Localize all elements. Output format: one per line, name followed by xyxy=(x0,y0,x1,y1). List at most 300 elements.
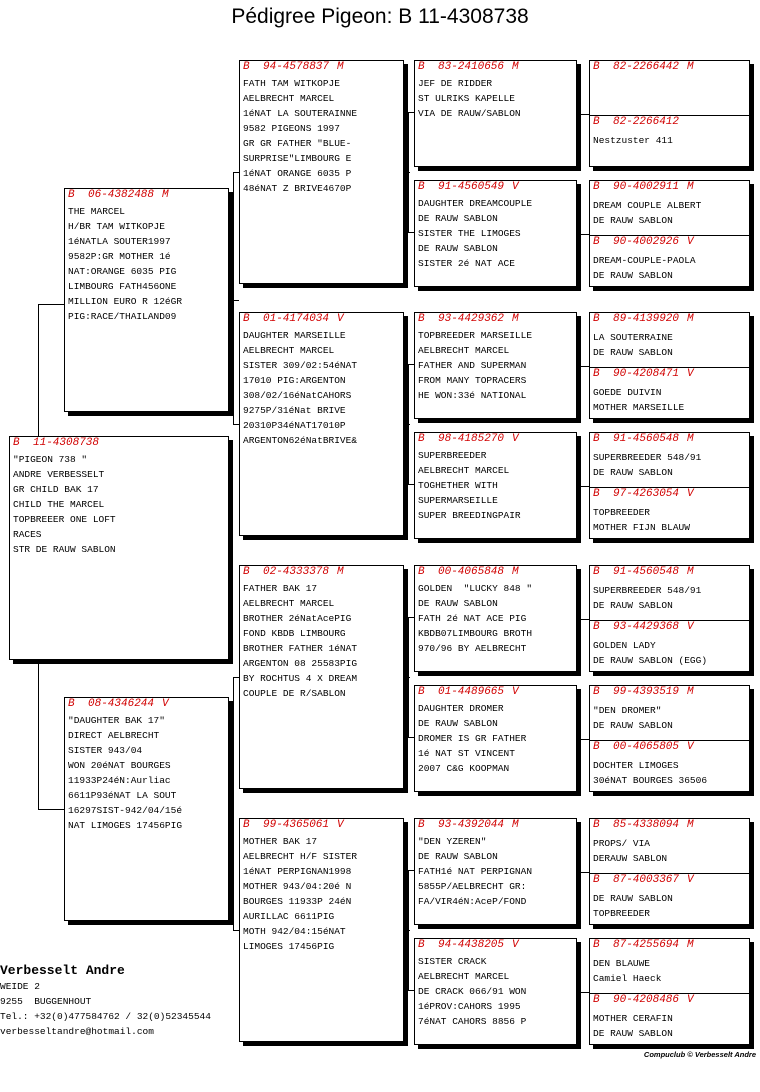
connector-line xyxy=(577,739,589,740)
note-line: DE RAUW SABLON xyxy=(418,851,498,862)
sex-marker: M xyxy=(687,939,694,951)
great-grandfather-header xyxy=(590,566,749,579)
note-line: DAUGHTER DREAMCOUPLE xyxy=(418,198,533,209)
ring-number: 91-4560548 xyxy=(613,433,680,445)
connector-line xyxy=(577,234,589,235)
note-line: ARGENTON62éNatBRIVE& xyxy=(243,435,358,446)
note-line: AELBRECHT MARCEL xyxy=(243,345,335,356)
note-line: 970/96 BY AELBRECHT xyxy=(418,643,527,654)
country-code: B xyxy=(243,819,250,831)
note-line: CHILD THE MARCEL xyxy=(13,499,105,510)
note-line: MOTHER 943/04:20é N xyxy=(243,881,352,892)
great-grandmother-header xyxy=(590,994,749,1007)
note-line: 9582 PIGEONS 1997 xyxy=(243,123,340,134)
country-code: B xyxy=(418,181,425,193)
note-line: TOPBREEER ONE LOFT xyxy=(13,514,116,525)
note-line: BOURGES 11933P 24éN xyxy=(243,896,352,907)
country-code: B xyxy=(418,939,425,951)
ring-number: 99-4365061 xyxy=(263,819,330,831)
great-grandmother-header xyxy=(590,488,749,501)
great-grandparent-pair-card[interactable] xyxy=(589,180,750,287)
connector-line xyxy=(38,660,39,809)
great-grandfather-notes xyxy=(590,194,749,228)
footer-credit: Compuclub © Verbesselt Andre xyxy=(643,1050,756,1059)
great-grandfather-header xyxy=(590,61,749,74)
great-grandparent-card[interactable] xyxy=(414,180,577,287)
note-line: 2007 C&G KOOPMAN xyxy=(418,763,510,774)
ring-number: 90-4208471 xyxy=(613,367,680,380)
great-grandparent-pair-card[interactable] xyxy=(589,818,750,925)
great-grandmother-header xyxy=(590,236,749,249)
country-code: B xyxy=(593,740,600,753)
great-grandparent-pair-card[interactable] xyxy=(589,432,750,539)
great-grandparent-header xyxy=(415,181,576,194)
great-grandparent-header xyxy=(415,939,576,952)
great-grandmother-header xyxy=(590,368,749,381)
grandparent-notes xyxy=(240,74,403,196)
country-code: B xyxy=(593,235,600,248)
note-line: MOTHER BAK 17 xyxy=(243,836,318,847)
ring-number: 97-4263054 xyxy=(613,487,680,500)
ring-number: 01-4174034 xyxy=(263,313,330,325)
note-line: SURPRISE"LIMBOURG E xyxy=(243,153,352,164)
note-line: KBDB07LIMBOURG BROTH xyxy=(418,628,533,639)
ring-number: 06-4382488 xyxy=(88,189,155,201)
great-grandmother-notes xyxy=(590,249,749,283)
note-line: ANDRE VERBESSELT xyxy=(13,469,105,480)
sex-marker: M xyxy=(512,313,519,325)
great-grandmother-notes xyxy=(590,887,749,921)
note-line: 11933P24éN:Aurliac xyxy=(68,775,171,786)
note-line: GOLDEN LADY xyxy=(593,639,656,651)
father-card[interactable] xyxy=(64,188,229,412)
country-code: B xyxy=(593,313,600,325)
sex-marker: V xyxy=(687,993,694,1006)
note-line: DE RAUW SABLON xyxy=(593,269,673,281)
great-grandparent-pair-card[interactable] xyxy=(589,565,750,672)
country-code: B xyxy=(243,313,250,325)
sex-marker: M xyxy=(512,61,519,73)
great-grandmother-notes xyxy=(590,754,749,788)
country-code: B xyxy=(593,433,600,445)
note-line: AELBRECHT MARCEL xyxy=(418,465,510,476)
great-grandfather-section xyxy=(590,181,749,235)
great-grandparent-notes xyxy=(415,446,576,523)
sex-marker: M xyxy=(687,181,694,193)
note-line: AELBRECHT MARCEL xyxy=(243,598,335,609)
sex-marker: V xyxy=(512,939,519,951)
sex-marker: M xyxy=(687,566,694,578)
note-line: TOPBREEDER xyxy=(593,907,651,919)
sex-marker: M xyxy=(512,819,519,831)
sex-marker: M xyxy=(687,819,694,831)
note-line: AELBRECHT MARCEL xyxy=(418,345,510,356)
ring-number: 82-2266442 xyxy=(613,61,680,73)
sex-marker: V xyxy=(512,181,519,193)
country-code: B xyxy=(593,993,600,1006)
note-line: WON 20éNAT BOURGES xyxy=(68,760,171,771)
connector-line xyxy=(408,870,409,990)
country-code: B xyxy=(418,566,425,578)
note-line: SISTER CRACK xyxy=(418,956,487,967)
note-line: 20310P34éNAT17010P xyxy=(243,420,346,431)
note-line: DE RAUW SABLON xyxy=(593,347,673,358)
great-grandparent-header xyxy=(415,433,576,446)
note-line: COUPLE DE R/SABLON xyxy=(243,688,346,699)
great-grandparent-card[interactable] xyxy=(414,565,577,672)
main-pigeon-notes xyxy=(10,450,228,557)
country-code: B xyxy=(593,873,600,886)
ring-number: 94-4438205 xyxy=(438,939,505,951)
country-code: B xyxy=(418,433,425,445)
great-grandmother-header xyxy=(590,621,749,634)
note-line: VIA DE RAUW/SABLON xyxy=(418,108,521,119)
note-line: "DAUGHTER BAK 17" xyxy=(68,715,165,726)
main-pigeon-card[interactable] xyxy=(9,436,229,660)
great-grandmother-section xyxy=(590,115,749,170)
sex-marker: M xyxy=(337,61,344,73)
mother-card[interactable] xyxy=(64,697,229,921)
great-grandparent-notes xyxy=(415,326,576,403)
connector-line xyxy=(408,364,409,484)
grandparent-card[interactable] xyxy=(239,818,404,1042)
country-code: B xyxy=(68,698,75,710)
owner-name: Verbesselt Andre xyxy=(0,963,125,978)
note-line: FATH1é NAT PERPIGNAN xyxy=(418,866,533,877)
sex-marker: M xyxy=(512,566,519,578)
note-line: FATHER AND SUPERMAN xyxy=(418,360,527,371)
note-line: DE RAUW SABLON xyxy=(593,215,673,226)
country-code: B xyxy=(593,61,600,73)
note-line: FATH TAM WITKOPJE xyxy=(243,78,340,89)
grandparent-notes xyxy=(240,832,403,954)
note-line: 9582P:GR MOTHER 1é xyxy=(68,251,171,262)
great-grandparent-pair-card[interactable] xyxy=(589,685,750,792)
ring-number: 08-4346244 xyxy=(88,698,155,710)
note-line: DEN BLAUWE xyxy=(593,958,651,969)
great-grandfather-header xyxy=(590,433,749,446)
great-grandparent-header xyxy=(415,61,576,74)
connector-line xyxy=(577,872,589,873)
great-grandfather-notes xyxy=(590,699,749,733)
ring-number: 87-4255694 xyxy=(613,939,680,951)
note-line: 1éNATLA SOUTER1997 xyxy=(68,236,171,247)
great-grandfather-section xyxy=(590,566,749,620)
great-grandparent-notes xyxy=(415,194,576,271)
great-grandparent-pair-card[interactable] xyxy=(589,938,750,1045)
note-line: SISTER 2é NAT ACE xyxy=(418,258,515,269)
sex-marker: M xyxy=(337,566,344,578)
owner-email[interactable]: verbesseltandre@hotmail.com xyxy=(0,1026,154,1037)
note-line: FATHER BAK 17 xyxy=(243,583,318,594)
great-grandparent-pair-card[interactable] xyxy=(589,312,750,419)
note-line: SUPER BREEDINGPAIR xyxy=(418,510,521,521)
great-grandmother-section xyxy=(590,993,749,1048)
great-grandfather-section xyxy=(590,939,749,993)
great-grandmother-notes xyxy=(590,634,749,668)
grandparent-card[interactable] xyxy=(239,60,404,284)
grandparent-header xyxy=(240,61,403,74)
sex-marker: V xyxy=(162,698,169,710)
great-grandfather-notes xyxy=(590,326,749,360)
note-line: 1éPROV:CAHORS 1995 xyxy=(418,1001,521,1012)
country-code: B xyxy=(593,819,600,831)
connector-line xyxy=(408,364,414,365)
great-grandmother-notes xyxy=(590,381,749,415)
great-grandparent-notes xyxy=(415,579,576,656)
country-code: B xyxy=(593,115,600,128)
grandparent-header xyxy=(240,313,403,326)
note-line: PROPS/ VIA xyxy=(593,838,651,849)
note-line: 6611P93éNAT LA SOUT xyxy=(68,790,177,801)
great-grandmother-header xyxy=(590,874,749,887)
ring-number: 82-2266412 xyxy=(613,115,680,128)
great-grandfather-header xyxy=(590,819,749,832)
note-line: GR GR FATHER "BLUE- xyxy=(243,138,352,149)
note-line: JEF DE RIDDER xyxy=(418,78,493,89)
great-grandfather-notes xyxy=(590,832,749,866)
connector-line xyxy=(577,619,589,620)
note-line: TOGHETHER WITH xyxy=(418,480,498,491)
connector-line xyxy=(408,990,414,991)
note-line: "PIGEON 738 " xyxy=(13,454,88,465)
connector-line xyxy=(404,930,410,931)
great-grandfather-notes xyxy=(590,74,749,78)
ring-number: 02-4333378 xyxy=(263,566,330,578)
note-line: DAUGHTER DROMER xyxy=(418,703,504,714)
note-line: DROMER IS GR FATHER xyxy=(418,733,527,744)
note-line: TOPBREEDER MARSEILLE xyxy=(418,330,533,341)
great-grandparent-card[interactable] xyxy=(414,60,577,167)
ring-number: 93-4392044 xyxy=(438,819,505,831)
note-line: ST ULRIKS KAPELLE xyxy=(418,93,515,104)
note-line: MILLION EURO R 12éGR xyxy=(68,296,183,307)
country-code: B xyxy=(13,437,20,449)
owner-address-line: WEIDE 2 xyxy=(0,981,40,992)
note-line: THE MARCEL xyxy=(68,206,126,217)
note-line: AELBRECHT MARCEL xyxy=(243,93,335,104)
connector-line xyxy=(233,424,239,425)
ring-number: 90-4208486 xyxy=(613,993,680,1006)
note-line: BY ROCHTUS 4 X DREAM xyxy=(243,673,358,684)
note-line: DIRECT AELBRECHT xyxy=(68,730,160,741)
note-line: DE RAUW SABLON (EGG) xyxy=(593,654,708,666)
connector-line xyxy=(408,617,414,618)
great-grandmother-notes xyxy=(590,129,749,148)
ring-number: 89-4139920 xyxy=(613,313,680,325)
note-line: Nestzuster 411 xyxy=(593,134,673,146)
great-grandmother-section xyxy=(590,367,749,422)
sex-marker: V xyxy=(512,433,519,445)
note-line: 1éNAT ORANGE 6035 P xyxy=(243,168,352,179)
connector-line xyxy=(233,172,239,173)
connector-line xyxy=(577,486,589,487)
sex-marker: M xyxy=(687,433,694,445)
owner-info xyxy=(0,962,211,1039)
great-grandfather-header xyxy=(590,939,749,952)
great-grandfather-section xyxy=(590,61,749,115)
connector-line xyxy=(404,677,410,678)
note-line: NAT LIMOGES 17456PIG xyxy=(68,820,183,831)
note-line: FATH 2é NAT ACE PIG xyxy=(418,613,527,624)
ring-number: 85-4338094 xyxy=(613,819,680,831)
sex-marker: M xyxy=(687,61,694,73)
connector-line xyxy=(233,677,239,678)
ring-number: 98-4185270 xyxy=(438,433,505,445)
note-line: AELBRECHT H/F SISTER xyxy=(243,851,358,862)
connector-line xyxy=(404,424,410,425)
great-grandparent-card[interactable] xyxy=(414,938,577,1045)
country-code: B xyxy=(418,313,425,325)
sex-marker: V xyxy=(337,313,344,325)
great-grandmother-header xyxy=(590,741,749,754)
great-grandparent-pair-card[interactable] xyxy=(589,60,750,167)
page-title: Pédigree Pigeon: B 11-4308738 xyxy=(231,5,529,28)
sex-marker: M xyxy=(687,686,694,698)
connector-line xyxy=(408,112,409,232)
connector-line xyxy=(408,484,414,485)
great-grandmother-section xyxy=(590,235,749,290)
note-line: BROTHER 2éNatAcePIG xyxy=(243,613,352,624)
note-line: SUPERBREEDER 548/91 xyxy=(593,452,702,463)
sex-marker: V xyxy=(337,819,344,831)
note-line: H/BR TAM WITKOPJE xyxy=(68,221,165,232)
ring-number: 91-4560548 xyxy=(613,566,680,578)
note-line: DREAM-COUPLE-PAOLA xyxy=(593,254,696,266)
connector-line xyxy=(38,304,39,436)
country-code: B xyxy=(593,620,600,633)
great-grandparent-notes xyxy=(415,699,576,776)
great-grandparent-card[interactable] xyxy=(414,818,577,925)
owner-address-line: 9255 BUGGENHOUT xyxy=(0,996,92,1007)
note-line: GR CHILD BAK 17 xyxy=(13,484,99,495)
note-line: 30éNAT BOURGES 36506 xyxy=(593,774,708,786)
sex-marker: V xyxy=(687,367,694,380)
ring-number: 93-4429362 xyxy=(438,313,505,325)
grandparent-card[interactable] xyxy=(239,565,404,789)
ring-number: 01-4489665 xyxy=(438,686,505,698)
connector-line xyxy=(408,737,414,738)
great-grandparent-notes xyxy=(415,74,576,121)
country-code: B xyxy=(418,686,425,698)
note-line: STR DE RAUW SABLON xyxy=(13,544,116,555)
note-line: GOEDE DUIVIN xyxy=(593,386,662,398)
sex-marker: V xyxy=(687,873,694,886)
note-line: LIMOGES 17456PIG xyxy=(243,941,335,952)
great-grandparent-card[interactable] xyxy=(414,685,577,792)
connector-line xyxy=(233,930,239,931)
great-grandmother-section xyxy=(590,873,749,928)
country-code: B xyxy=(243,61,250,73)
great-grandparent-card[interactable] xyxy=(414,312,577,419)
country-code: B xyxy=(418,61,425,73)
note-line: 17010 PIG:ARGENTON xyxy=(243,375,346,386)
great-grandfather-notes xyxy=(590,446,749,480)
sex-marker: V xyxy=(687,487,694,500)
note-line: DE RAUW SABLON xyxy=(418,243,498,254)
sex-marker: M xyxy=(687,313,694,325)
note-line: AELBRECHT MARCEL xyxy=(418,971,510,982)
great-grandparent-notes xyxy=(415,952,576,1029)
note-line: LIMBOURG FATH456ONE xyxy=(68,281,177,292)
grandparent-header xyxy=(240,566,403,579)
note-line: SISTER THE LIMOGES xyxy=(418,228,521,239)
note-line: FA/VIR4éN:AceP/FOND xyxy=(418,896,527,907)
note-line: SUPERBREEDER xyxy=(418,450,487,461)
connector-line xyxy=(404,172,410,173)
ring-number: 91-4560549 xyxy=(438,181,505,193)
great-grandfather-section xyxy=(590,819,749,873)
great-grandparent-header xyxy=(415,686,576,699)
note-line: SUPERBREEDER 548/91 xyxy=(593,585,702,596)
mother-header xyxy=(65,698,228,711)
note-line: DE RAUW SABLON xyxy=(593,1027,673,1039)
note-line: DE RAUW SABLON xyxy=(418,718,498,729)
great-grandfather-section xyxy=(590,313,749,367)
note-line: NAT:ORANGE 6035 PIG xyxy=(68,266,177,277)
note-line: AURILLAC 6611PIG xyxy=(243,911,335,922)
note-line: BROTHER FATHER 1éNAT xyxy=(243,643,358,654)
note-line: DE CRACK 066/91 WON xyxy=(418,986,527,997)
great-grandfather-header xyxy=(590,313,749,326)
great-grandmother-section xyxy=(590,620,749,675)
great-grandmother-notes xyxy=(590,1007,749,1041)
mother-notes xyxy=(65,711,228,833)
ring-number: 83-2410656 xyxy=(438,61,505,73)
note-line: ARGENTON 08 25583PIG xyxy=(243,658,358,669)
great-grandfather-notes xyxy=(590,579,749,613)
great-grandfather-header xyxy=(590,181,749,194)
connector-line xyxy=(577,114,589,115)
great-grandparent-header xyxy=(415,819,576,832)
great-grandmother-notes xyxy=(590,501,749,535)
owner-phone: Tel.: +32(0)477584762 / 32(0)52345544 xyxy=(0,1011,211,1022)
ring-number: 00-4065805 xyxy=(613,740,680,753)
ring-number: 90-4002911 xyxy=(613,181,680,193)
country-code: B xyxy=(243,566,250,578)
great-grandmother-section xyxy=(590,487,749,542)
connector-line xyxy=(233,172,234,424)
grandparent-card[interactable] xyxy=(239,312,404,536)
note-line: DE RAUW SABLON xyxy=(593,720,673,731)
note-line: HE WON:33é NATIONAL xyxy=(418,390,527,401)
ring-number: 90-4002926 xyxy=(613,235,680,248)
note-line: DE RAUW SABLON xyxy=(418,213,498,224)
great-grandfather-section xyxy=(590,433,749,487)
grandparent-notes xyxy=(240,326,403,448)
connector-line xyxy=(38,304,64,305)
great-grandparent-card[interactable] xyxy=(414,432,577,539)
note-line: DE RAUW SABLON xyxy=(593,467,673,478)
note-line: MOTH 942/04:15éNAT xyxy=(243,926,346,937)
note-line: DERAUW SABLON xyxy=(593,853,668,864)
country-code: B xyxy=(418,819,425,831)
note-line: Camiel Haeck xyxy=(593,973,662,984)
connector-line xyxy=(577,366,589,367)
note-line: LA SOUTERRAINE xyxy=(593,332,673,343)
connector-line xyxy=(408,870,414,871)
country-code: B xyxy=(593,367,600,380)
father-notes xyxy=(65,202,228,324)
note-line: 7éNAT CAHORS 8856 P xyxy=(418,1016,527,1027)
note-line: DE RAUW SABLON xyxy=(418,598,498,609)
note-line: MOTHER CERAFIN xyxy=(593,1012,673,1024)
country-code: B xyxy=(593,939,600,951)
ring-number: 87-4003367 xyxy=(613,873,680,886)
note-line: DOCHTER LIMOGES xyxy=(593,759,679,771)
great-grandparent-header xyxy=(415,313,576,326)
ring-number: 94-4578837 xyxy=(263,61,330,73)
